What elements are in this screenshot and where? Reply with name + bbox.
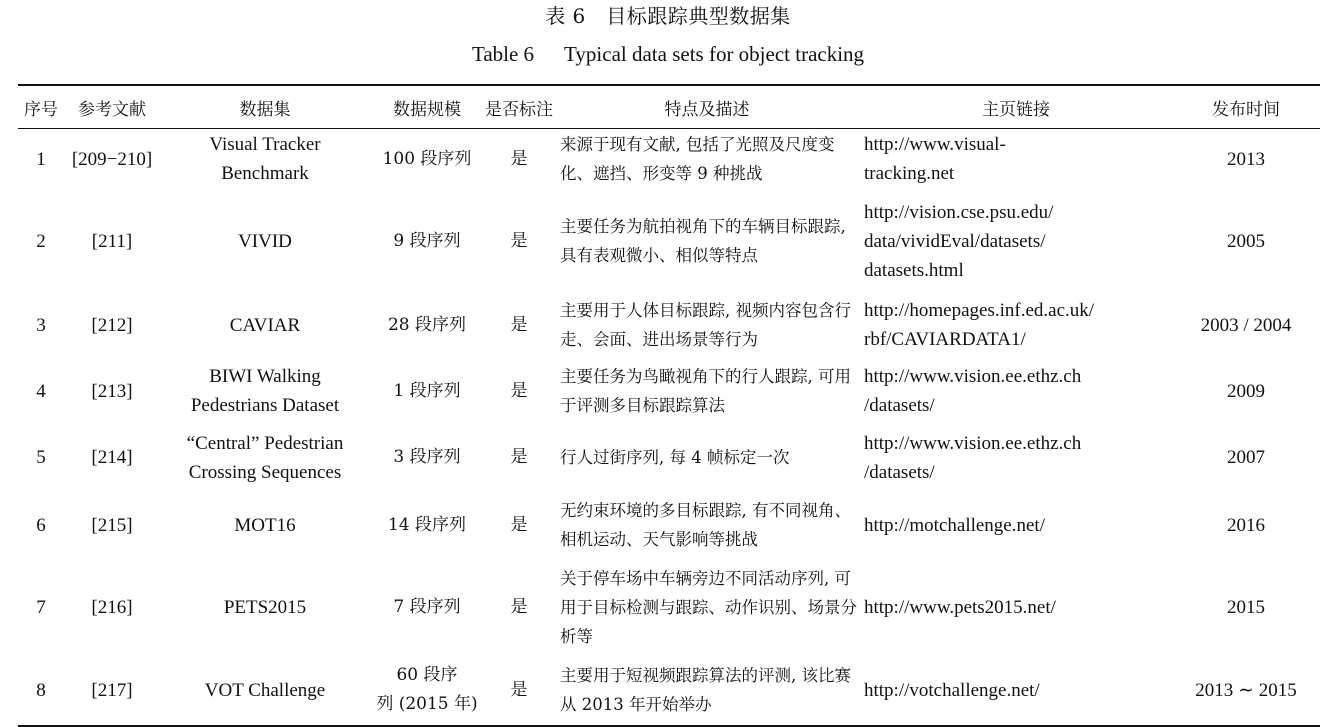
table-row [18, 129, 1320, 190]
cell-dataset: CAVIAR [229, 314, 301, 336]
cell-annotated: 是 [510, 597, 528, 617]
cell-dataset: PETS2015 [223, 597, 307, 618]
table-caption-en [0, 40, 1336, 68]
header-scale: 数据规模 [370, 85, 484, 129]
header-description: 特点及描述 [554, 85, 860, 129]
cell-description: 无约束环境的多目标跟踪, 有不同视角、相机运动、天气影响等挑战 [560, 501, 851, 549]
cell-annotated: 是 [510, 447, 528, 467]
header-annotated: 是否标注 [484, 85, 554, 129]
cell-url: http://motchallenge.net/ [864, 514, 1045, 536]
cell-ref: [216] [91, 597, 133, 618]
cell-dataset: MOT16 [234, 514, 296, 536]
cell-scale: 100 段序列 [382, 148, 472, 169]
cell-index: 8 [18, 655, 64, 726]
cell-dataset: Visual Tracker Benchmark [209, 134, 321, 184]
cell-dataset: “Central” Pedestrian Crossing Sequences [186, 432, 344, 483]
cell-url: http://homepages.inf.ed.ac.uk/ rbf/CAVIARDATA1/ [864, 300, 1095, 350]
cell-year: 2013 ∼ 2015 [1172, 655, 1320, 726]
cell-description: 关于停车场中车辆旁边不同活动序列, 可用于目标检测与跟踪、动作识别、场景分析等 [560, 569, 857, 646]
cell-index: 7 [36, 597, 46, 618]
cell-scale: 7 段序列 [393, 597, 461, 617]
table-row [18, 189, 1320, 293]
cell-annotated: 是 [510, 514, 528, 535]
cell-year: 2003 / 2004 [1200, 314, 1292, 336]
cell-annotated: 是 [484, 655, 554, 726]
cell-ref: [209−210] [71, 148, 153, 170]
cell-scale: 60 段序 列 (2015 年) [370, 655, 484, 726]
cell-annotated: 是 [510, 314, 528, 335]
cell-year: 2009 [1227, 380, 1265, 402]
header-url: 主页链接 [860, 85, 1172, 129]
cell-annotated: 是 [510, 230, 528, 251]
cell-ref: [214] [91, 447, 133, 468]
table-row [18, 293, 1320, 357]
table-header [18, 85, 1320, 129]
header-row [18, 85, 1320, 129]
cell-year: 2005 [1227, 230, 1265, 252]
cell-year: 2016 [1227, 514, 1265, 536]
cell-index: 2 [36, 230, 46, 252]
cell-scale: 28 段序列 [387, 314, 467, 335]
cell-description: 主要任务为鸟瞰视角下的行人跟踪, 可用于评测多目标跟踪算法 [560, 367, 851, 415]
header-year: 发布时间 [1172, 85, 1320, 129]
table-row [18, 655, 1320, 726]
table-body [18, 129, 1320, 727]
cell-scale: 3 段序列 [393, 447, 461, 467]
cell-ref: [217] [64, 655, 160, 726]
cell-index: 5 [36, 447, 46, 468]
cell-annotated: 是 [510, 148, 528, 169]
cell-dataset: VIVID [238, 230, 292, 252]
cell-url: http://www.vision.ee.ethz.ch /datasets/ [864, 366, 1082, 416]
cell-index: 3 [36, 314, 46, 336]
cell-url: http://www.visual- tracking.net [864, 134, 1006, 184]
cell-description: 来源于现有文献, 包括了光照及尺度变化、遮挡、形变等 9 种挑战 [560, 135, 835, 183]
cell-scale: 9 段序列 [393, 230, 461, 251]
header-ref: 参考文献 [64, 85, 160, 129]
cell-dataset: BIWI Walking Pedestrians Dataset [190, 366, 340, 416]
cell-url: http://votchallenge.net/ [860, 655, 1172, 726]
table-label: Table 6 [471, 42, 535, 66]
cell-index: 6 [36, 514, 46, 536]
cell-ref: [212] [91, 314, 133, 336]
cell-year: 2015 [1227, 597, 1265, 618]
cell-dataset: VOT Challenge [160, 655, 370, 726]
cell-ref: [213] [91, 380, 133, 402]
cell-description: 行人过街序列, 每 4 帧标定一次 [560, 448, 790, 467]
header-index: 序号 [18, 85, 64, 129]
cell-description: 主要用于短视频跟踪算法的评测, 该比赛从 2013 年开始举办 [554, 655, 860, 726]
table-title: Typical data sets for object tracking [564, 42, 865, 66]
cell-description: 主要用于人体目标跟踪, 视频内容包含行走、会面、进出场景等行为 [560, 301, 851, 349]
cell-index: 1 [36, 148, 46, 170]
cell-ref: [215] [91, 514, 133, 536]
table-row [18, 490, 1320, 560]
datasets-table [18, 84, 1320, 727]
table-row [18, 357, 1320, 425]
cell-index: 4 [36, 380, 46, 402]
cell-annotated: 是 [510, 380, 528, 401]
cell-year: 2013 [1227, 148, 1265, 170]
cell-url: http://www.vision.ee.ethz.ch /datasets/ [864, 432, 1082, 483]
table-caption-cn: 表 6 目标跟踪典型数据集 [545, 4, 791, 28]
header-dataset: 数据集 [160, 85, 370, 129]
table-row [18, 425, 1320, 490]
table-row [18, 560, 1320, 655]
cell-url: http://vision.cse.psu.edu/ data/vividEval/datasets/ datasets.html [864, 201, 1054, 281]
cell-scale: 1 段序列 [393, 380, 461, 401]
cell-year: 2007 [1227, 447, 1265, 468]
cell-url: http://www.pets2015.net/ [864, 597, 1056, 618]
cell-description: 主要任务为航拍视角下的车辆目标跟踪, 具有表观微小、相似等特点 [560, 217, 846, 265]
cell-scale: 14 段序列 [387, 514, 467, 535]
cell-ref: [211] [91, 230, 133, 252]
